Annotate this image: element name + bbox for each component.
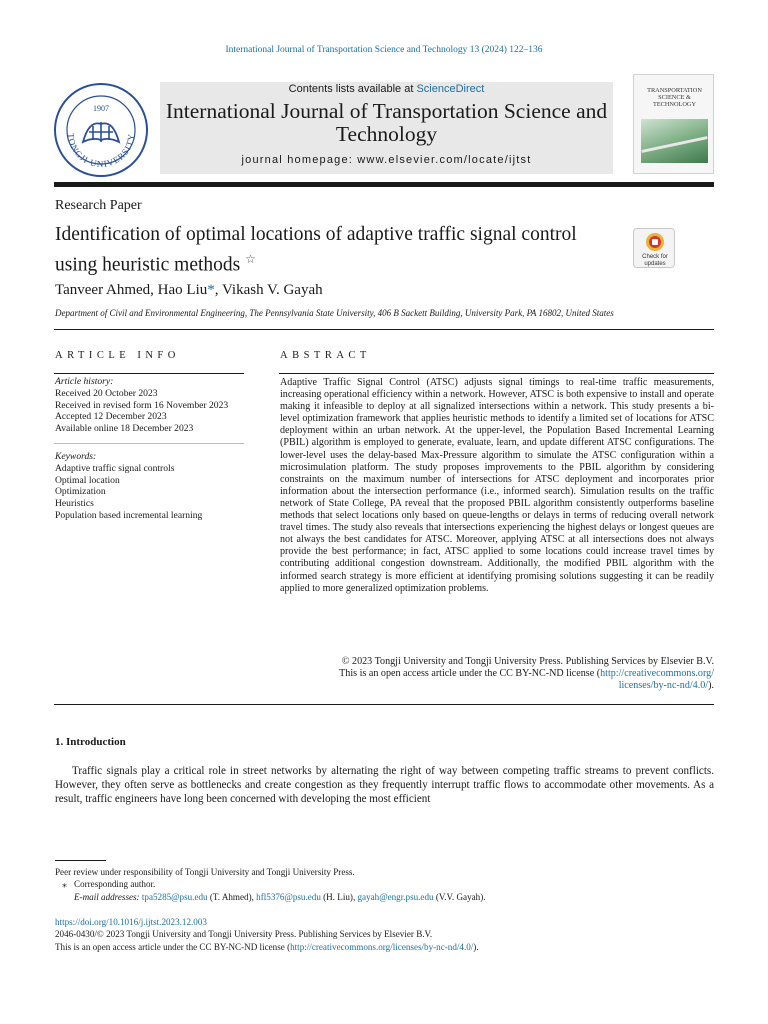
license-link[interactable]: http://creativecommons.org/licenses/by-nc-nd/4.0/ — [290, 941, 474, 952]
article-history-label: Article history: — [55, 376, 114, 387]
keyword-item: Adaptive traffic signal controls — [55, 462, 175, 474]
author-name[interactable]: Tanveer Ahmed — [55, 282, 151, 298]
keyword-item: Optimal location — [55, 474, 120, 486]
keyword-item: Heuristics — [55, 498, 94, 510]
abstract-copyright — [280, 656, 714, 692]
author-name[interactable]: Hao Liu — [157, 282, 208, 298]
email-addresses: E-mail addresses: tpa5285@psu.edu (T. Ahmed), hfl5376@psu.edu (H. Liu), gayah@engr.psu.edu (V.V. Gayah). — [74, 891, 486, 902]
history-rule — [54, 443, 244, 444]
contents-line — [160, 82, 613, 95]
email-link[interactable]: hfl5376@psu.edu — [256, 891, 321, 902]
author-list: Tanveer Ahmed, Hao Liu*, Vikash V. Gayah — [55, 282, 323, 298]
bottom-license-line: This is an open access article under the CC BY-NC-ND license (http://creativecommons.org/licenses/by-nc-nd/4.0/). — [55, 941, 479, 952]
corresponding-mark: ⁎ — [62, 879, 67, 890]
footnotes — [55, 866, 714, 903]
logo-text: TONGJI UNIVERSITY — [65, 132, 137, 170]
publication-info — [55, 916, 714, 953]
abstract-divider — [54, 704, 714, 705]
paper-type: Research Paper — [55, 198, 142, 213]
cover-title: TRANSPORTATION SCIENCE & TECHNOLOGY — [647, 87, 702, 108]
check-for-updates-label: Check for updates — [642, 254, 668, 267]
license-link[interactable]: licenses/by-nc-nd/4.0/ — [618, 680, 709, 692]
issn-line: 2046-0430/© 2023 Tongji University and Tongji University Press. Publishing Services by Elsevier B.V. — [55, 929, 433, 940]
license-line-2: licenses/by-nc-nd/4.0/). — [618, 680, 714, 692]
history-item: Available online 18 December 2023 — [55, 423, 194, 435]
check-for-updates-button[interactable] — [633, 228, 675, 268]
doi-link[interactable]: https://doi.org/10.1016/j.ijtst.2023.12.003 — [55, 917, 207, 927]
tongji-university-logo — [53, 82, 149, 178]
license-line: This is an open access article under the CC BY-NC-ND license (http://creativecommons.org/ — [339, 668, 714, 680]
email-link[interactable]: tpa5285@psu.edu — [141, 891, 208, 902]
journal-title: International Journal of Transportation Science and Technology — [165, 99, 608, 146]
header-divider — [54, 182, 714, 187]
peer-review-note: Peer review under responsibility of Tongji University and Tongji University Press. — [55, 867, 355, 877]
abstract-heading: ABSTRACT — [280, 350, 371, 361]
article-info-heading: ARTICLE INFO — [55, 350, 180, 361]
affiliation: Department of Civil and Environmental Engineering, The Pennsylvania State University, 406 B Sackett Building, University Park, PA 16802, United States — [55, 308, 614, 318]
history-item: Received 20 October 2023 — [55, 387, 158, 399]
keywords-label: Keywords: — [55, 451, 97, 462]
sciencedirect-link[interactable]: ScienceDirect — [416, 83, 485, 95]
journal-homepage[interactable]: journal homepage: www.elsevier.com/locate/ijtst — [241, 154, 532, 166]
contents-prefix: Contents lists available at — [288, 83, 414, 95]
license-link[interactable]: http://creativecommons.org/ — [600, 668, 714, 680]
introduction-text: Traffic signals play a critical role in street networks by alternating the right of way between competing traffic streams to prevent conflicts. However, they often serve as bottlenecks and create congestion as they frequently interrupt traffic flows to accommodate other movements. As a result, traffic engineers have long been concerned with developing the most efficient — [55, 765, 714, 805]
title-footnote-star-icon[interactable]: ☆ — [245, 252, 256, 266]
paper-title — [55, 223, 615, 278]
check-for-updates-icon — [646, 233, 664, 251]
logo-year: 1907 — [93, 104, 109, 113]
keyword-item: Population based incremental learning — [55, 509, 203, 521]
journal-header-band — [160, 82, 613, 174]
copyright-line: © 2023 Tongji University and Tongji University Press. Publishing Services by Elsevier B.V. — [341, 656, 714, 667]
article-info-rule — [54, 373, 244, 374]
introduction-heading: 1. Introduction — [55, 736, 126, 748]
title-divider — [54, 329, 714, 330]
corresponding-author-mark[interactable]: * — [207, 282, 215, 298]
article-history — [55, 376, 228, 435]
paper-title-text: Identification of optimal locations of adaptive traffic signal control using heuristic methods — [55, 224, 577, 276]
journal-citation[interactable]: International Journal of Transportation Science and Technology 13 (2024) 122–136 — [225, 45, 543, 55]
email-link[interactable]: gayah@engr.psu.edu — [357, 891, 434, 902]
abstract-text: Adaptive Traffic Signal Control (ATSC) adjusts signal timings to real-time traffic measurements, increasing operational efficiency within a network. However, ATSC is both expensive to install and operate making it infeasible to deploy at all signalized intersections within a network. This study presents a bi-level optimization framework that applies heuristic methods to identify a limited set of locations for ATSC deployment within an urban network. At the upper-level, the Population Based Incremental Learning (PBIL) algorithm is employed to generate, evaluate, learn, and update different ATSC configurations. The lower-level uses the delay-based Max-Pressure algorithm to simulate the ATSC configuration within a microsimulation platform. The study proposes improvements to the PBIL algorithm by considering constraints on the maximum number of intersections for ATSC deployment and incorporates prior information about the intersection performance (i.e., informed search). Simulation results on the traffic network of State College, PA reveal that the proposed PBIL algorithm consistently outperforms baseline methods that select locations only based on queue-lengths or delays in terms of reducing overall network travel times. The study also reveals that intersections experiencing the highest delays or longest queues are not always the best candidates for ATSC. Moreover, applying ATSC at all intersections does not always provide the best performance; in fact, ATSC applied to some locations could increase travel times by contributing additional congestion downstream. Additionally, the modified PBIL algorithm with the informed search strategy is more efficient at identifying promising solutions suggesting it can be readily applied to more generalized optimization problems. — [280, 377, 714, 594]
journal-cover-thumbnail[interactable] — [633, 74, 714, 174]
author-name[interactable]: Vikash V. Gayah — [221, 282, 323, 298]
history-item: Received in revised form 16 November 2023 — [55, 399, 229, 411]
abstract-rule — [279, 373, 714, 374]
footnote-rule — [55, 860, 106, 861]
corresponding-author-note: ⁎ Corresponding author. — [55, 878, 714, 890]
keyword-item: Optimization — [55, 486, 106, 498]
history-item: Accepted 12 December 2023 — [55, 411, 167, 423]
email-label: E-mail addresses: — [74, 891, 140, 902]
keywords — [55, 451, 202, 522]
